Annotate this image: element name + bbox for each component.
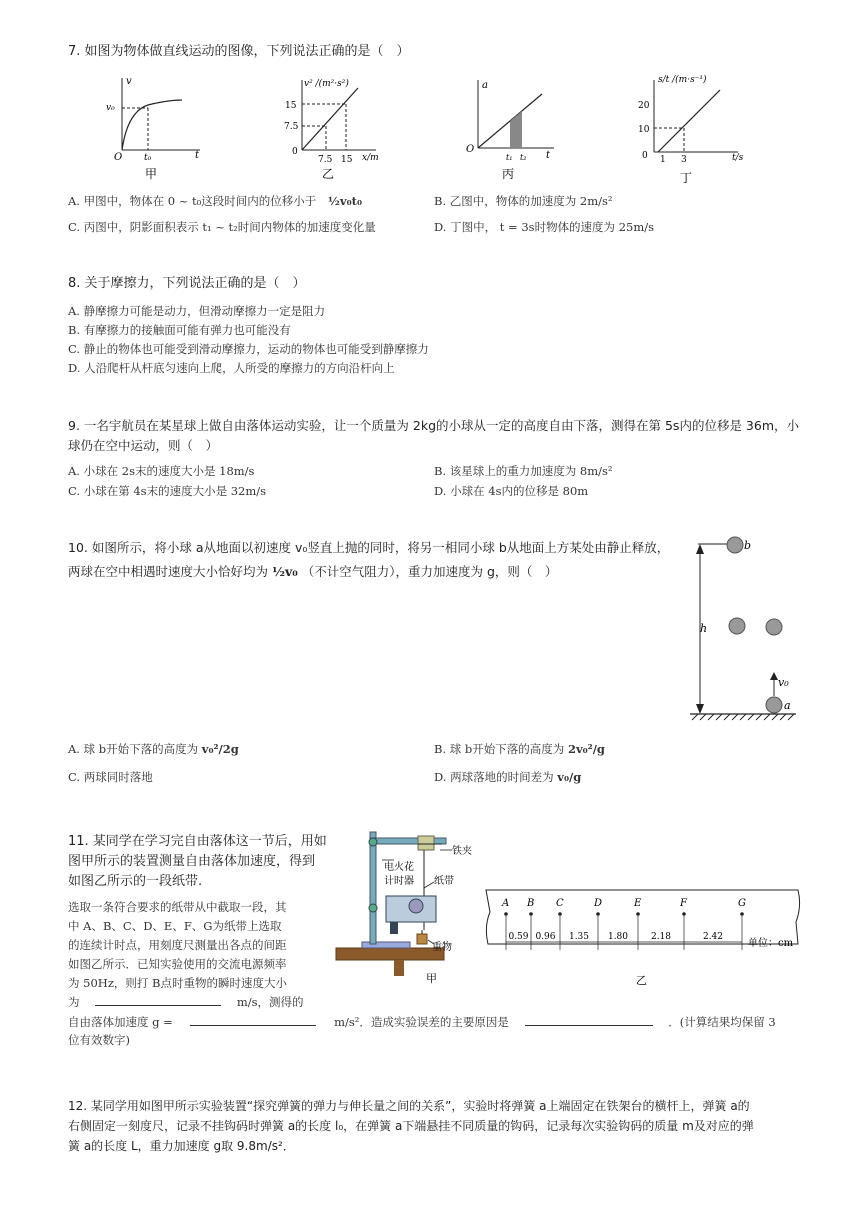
q11-body-line4: 如图乙所示．已知实验使用的交流电源频率 — [68, 957, 287, 971]
q10-fig-v0: v₀ — [778, 676, 789, 689]
q7-graph-yi — [282, 72, 392, 182]
apparatus-timer-label2: 计时器 — [384, 876, 414, 887]
tape-point-label-E: E — [634, 898, 642, 909]
q11-stem-line3: 如图乙所示的一段纸带. — [68, 874, 203, 889]
tape-point-label-A: A — [502, 898, 510, 909]
tape-gap-5: 2.42 — [702, 932, 724, 942]
bing-x-label: t — [546, 150, 551, 161]
ding-ytick-10: 10 — [638, 125, 650, 135]
q11-body-line8: 位有效数字) — [68, 1033, 130, 1047]
tape-point-C — [558, 912, 562, 916]
yi-xtick-15: 15 — [341, 155, 353, 165]
apparatus-tape-label: 纸带 — [434, 876, 454, 887]
q11-stem-line2: 图甲所示的装置测量自由落体加速度，得到 — [68, 854, 316, 869]
tape-gaps — [506, 932, 742, 942]
q9-stem-line2: 球仍在空中运动，则（ ） — [68, 438, 219, 453]
tape-point-label-C: C — [556, 898, 564, 909]
jia-t0: t₀ — [144, 153, 152, 163]
q11-stem-line1: 11. 某同学在学习完自由落体这一节后，用如 — [68, 834, 327, 849]
q8-option-a[interactable]: A. 静摩擦力可能是动力，但滑动摩擦力一定是阻力 — [68, 304, 326, 318]
tape-point-label-B: B — [527, 898, 535, 909]
apparatus-caption: 甲 — [426, 972, 437, 985]
ding-caption: 丁 — [680, 171, 693, 185]
q9-option-d[interactable]: D. 小球在 4s内的位移是 80m — [434, 484, 589, 498]
q10-fig-a: a — [784, 699, 791, 712]
bing-t1: t₁ — [506, 153, 513, 162]
tape-point-D — [596, 912, 600, 916]
q11-body-line2: 中 A、B、C、D、E、F、G为纸带上选取 — [68, 919, 282, 933]
vb-answer-blank[interactable] — [95, 1005, 221, 1006]
apparatus-timer-label1: 电火花 — [384, 862, 414, 873]
q11-body-line1: 选取一条符合要求的纸带从中截取一段，其 — [68, 900, 287, 914]
bing-t2: t₂ — [520, 153, 527, 162]
q7-option-b[interactable]: B. 乙图中，物体的加速度为 2m/s² — [434, 194, 613, 208]
tape-point-G — [740, 912, 744, 916]
q9-option-b[interactable]: B. 该星球上的重力加速度为 8m/s² — [434, 464, 613, 478]
q11-body-line3: 的连续计时点，用刻度尺测量出各点的间距 — [68, 938, 287, 952]
q10-fig-h: h — [700, 622, 708, 635]
q11-tape-figure — [482, 886, 804, 990]
jia-origin: O — [114, 152, 123, 163]
tape-gap-1: 0.96 — [535, 932, 556, 942]
q8-option-d[interactable]: D. 人沿爬杆从杆底匀速向上爬，人所受的摩擦力的方向沿杆向上 — [68, 361, 395, 375]
q10-option-d[interactable]: D. 两球落地的时间差为 v₀/g — [434, 770, 582, 784]
yi-caption: 乙 — [322, 167, 335, 181]
error-reason-blank[interactable] — [525, 1025, 653, 1026]
tape-point-A — [504, 912, 508, 916]
g-answer-blank[interactable] — [190, 1025, 316, 1026]
yi-ytick-7.5: 7.5 — [284, 122, 299, 132]
q9-stem-line1: 9. 一名宇航员在某星球上做自由落体运动实验，让一个质量为 2kg的小球从一定的高度自由下落，测得在第 5s内的位移是 36m，小 — [68, 418, 799, 433]
q11-body-line7: 自由落体加速度 g = m/s²．造成实验误差的主要原因是 ．(计算结果均保留 3 — [68, 1015, 776, 1029]
q7-option-d[interactable]: D. 丁图中， t = 3s时物体的速度为 25m/s — [434, 220, 655, 234]
tape-gap-2: 1.35 — [568, 932, 590, 942]
q10-fig-b: b — [744, 539, 752, 552]
yi-x-label: x/m — [362, 153, 379, 163]
q10-stem-line2: 两球在空中相遇时速度大小恰好均为 ½v₀ （不计空气阻力），重力加速度为 g，则（ ） — [68, 564, 558, 579]
tape-point-label-F: F — [680, 898, 687, 909]
apparatus-weight-label: 重物 — [432, 942, 452, 953]
q7-option-c[interactable]: C. 丙图中，阴影面积表示 t₁ ~ t₂时间内物体的加速度变化量 — [68, 220, 376, 234]
ding-x-label: t/s — [732, 153, 744, 163]
q7-option-a[interactable]: A. 甲图中，物体在 0 ~ t₀这段时间内的位移小于 ½v₀t₀ — [68, 194, 362, 208]
q8-option-c[interactable]: C. 静止的物体也可能受到滑动摩擦力，运动的物体也可能受到静摩擦力 — [68, 342, 429, 356]
tape-point-label-D: D — [594, 898, 603, 909]
q11-body-line6: 为 m/s，测得的 — [68, 995, 304, 1009]
tape-point-E — [636, 912, 640, 916]
q7-graph-jia — [100, 72, 210, 182]
ding-y-label: s/t /(m·s⁻¹) — [658, 75, 707, 85]
tape-gap-0: 0.59 — [508, 932, 529, 942]
q8-option-b[interactable]: B. 有摩擦力的接触面可能有弹力也可能没有 — [68, 323, 291, 337]
ding-ytick-0: 0 — [642, 151, 648, 161]
q10-option-a[interactable]: A. 球 b开始下落的高度为 v₀²/2g — [68, 742, 239, 756]
q11-apparatus-figure — [334, 826, 484, 988]
ding-xtick-1: 1 — [660, 155, 666, 165]
yi-xtick-7.5: 7.5 — [318, 155, 333, 165]
q11-body-line5: 为 50Hz，则打 B点时重物的瞬时速度大小 — [68, 976, 287, 990]
bing-y-label: a — [482, 80, 488, 91]
tape-gap-4: 2.18 — [650, 932, 672, 942]
apparatus-clamp-label: 铁夹 — [452, 846, 472, 857]
q9-option-a[interactable]: A. 小球在 2s末的速度大小是 18m/s — [68, 464, 255, 478]
jia-y-label: v — [126, 76, 132, 87]
tape-point-F — [682, 912, 686, 916]
bing-caption: 丙 — [502, 167, 515, 181]
q10-option-c[interactable]: C. 两球同时落地 — [68, 770, 153, 784]
q10-stem-line1: 10. 如图所示，将小球 a从地面以初速度 v₀竖直上抛的同时，将另一相同小球 b从地面上方某处由静止释放， — [68, 540, 670, 555]
tape-point-label-G: G — [738, 898, 746, 909]
q8-stem: 8. 关于摩擦力，下列说法正确的是（ ） — [68, 276, 306, 291]
q12-line1: 12. 某同学用如图甲所示实验装置“探究弹簧的弹力与伸长量之间的关系”，实验时将弹簧 a上端固定在铁架台的横杆上，弹簧 a的 — [68, 1099, 750, 1113]
jia-caption: 甲 — [145, 167, 158, 181]
yi-ytick-0: 0 — [292, 147, 298, 157]
tape-point-B — [529, 912, 533, 916]
ding-xtick-3: 3 — [681, 155, 687, 165]
q7-stem: 7. 如图为物体做直线运动的图像，下列说法正确的是（ ） — [68, 44, 410, 59]
q12-line2: 右侧固定一刻度尺，记录不挂钩码时弹簧 a的长度 l₀，在弹簧 a下端悬挂不同质量的钩码，记录每次实验钩码的质量 m及对应的弹 — [68, 1119, 754, 1133]
q12-line3: 簧 a的长度 L，重力加速度 g取 9.8m/s²． — [68, 1139, 295, 1153]
yi-y-label: v² /(m²·s²) — [304, 79, 349, 89]
tape-caption: 乙 — [636, 974, 647, 987]
q10-figure — [684, 530, 804, 725]
tape-gap-3: 1.80 — [607, 932, 629, 942]
yi-ytick-15: 15 — [285, 101, 297, 111]
q7-graph-bing — [462, 72, 572, 182]
q10-option-b[interactable]: B. 球 b开始下落的高度为 2v₀²/g — [434, 742, 605, 756]
bing-origin: O — [466, 144, 475, 155]
tape-unit: 单位：cm — [748, 938, 794, 949]
jia-v0: v₀ — [106, 103, 115, 113]
jia-x-label: t — [195, 150, 200, 161]
q7-graph-ding — [634, 68, 754, 186]
ding-ytick-20: 20 — [638, 101, 650, 111]
q9-option-c[interactable]: C. 小球在第 4s末的速度大小是 32m/s — [68, 484, 267, 498]
